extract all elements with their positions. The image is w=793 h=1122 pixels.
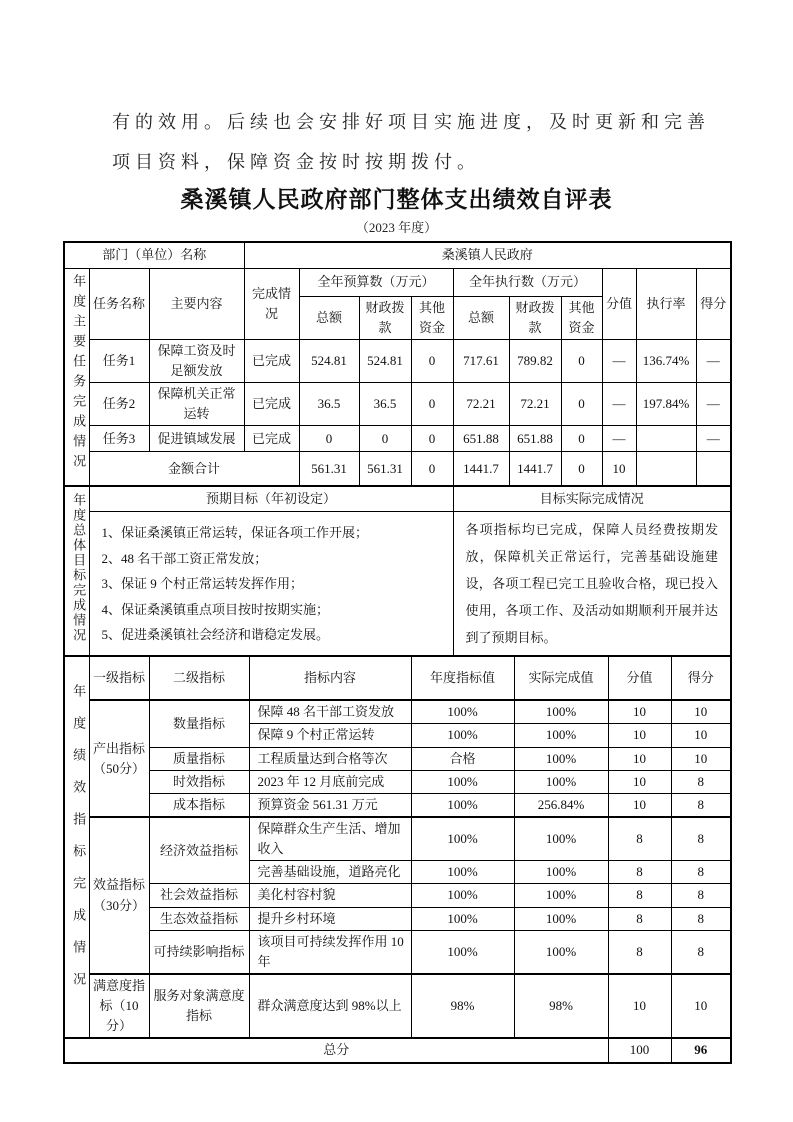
indicator-content-cell: 美化村容村貌 [249, 884, 411, 907]
target-value-cell: 98% [411, 974, 514, 1038]
indicator-row-1 [64, 700, 731, 724]
indicator-score-cell: 8 [671, 930, 731, 974]
level2-cost-cell: 成本指标 [149, 793, 249, 817]
exec-total-cell: 651.88 [453, 426, 509, 452]
budget-total-cell: 36.5 [299, 383, 359, 426]
target-value-header: 年度指标值 [411, 656, 514, 700]
dept-row [64, 242, 731, 268]
indicator-points-cell: 10 [608, 770, 671, 793]
level2-service-cell: 服务对象满意度指标 [149, 974, 249, 1038]
task-row-2 [64, 383, 731, 426]
target-value-cell: 100% [411, 770, 514, 793]
indicator-score-cell: 10 [671, 724, 731, 747]
indicator-score-header: 得分 [671, 656, 731, 700]
task-name-cell: 任务2 [89, 383, 149, 426]
actual-value-cell: 100% [514, 930, 608, 974]
indicator-content-cell: 该项目可持续发挥作用 10 年 [249, 930, 411, 974]
target-value-cell: 合格 [411, 747, 514, 770]
points-cell: — [602, 426, 636, 452]
task-name-cell: 任务3 [89, 426, 149, 452]
indicator-points-cell: 10 [608, 700, 671, 724]
indicator-score-cell: 8 [671, 817, 731, 861]
exec-fiscal-cell: 789.82 [509, 339, 561, 382]
exec-other-cell: 0 [561, 339, 602, 382]
page-subtitle: （2023 年度） [355, 220, 438, 235]
indicators-side-label: 年度绩效指标完成情况 [71, 684, 87, 1005]
goal-item-1: 1、保证桑溪镇正常运转，保证各项工作开展； [101, 525, 369, 541]
exec-other-cell: 0 [561, 383, 602, 426]
tasks-side-label: 年度主要任务完成情况 [71, 273, 87, 474]
actual-completion-cell: 各项指标均已完成，保障人员经费按期发放，保障机关正常运行，完善基础设施建设，各项工程已完工且验收合格，现已投入使用，各项工作、及活动如期顺利开展并达到了预期目标。 [453, 512, 731, 657]
task-status-cell: 已完成 [244, 383, 299, 426]
level1-satisfaction-cell: 满意度指标（10分） [89, 974, 149, 1038]
level2-quantity-cell: 数量指标 [149, 700, 249, 747]
task-name-header: 任务名称 [89, 268, 149, 339]
budget-other-sum-cell: 0 [411, 452, 453, 486]
exec-total-cell: 717.61 [453, 339, 509, 382]
score-sum-cell [696, 452, 731, 486]
target-value-cell: 100% [411, 700, 514, 724]
exec-fiscal-sum-cell: 1441.7 [509, 452, 561, 486]
actual-value-header: 实际完成值 [514, 656, 608, 700]
target-value-cell: 100% [411, 907, 514, 930]
actual-value-cell: 256.84% [514, 793, 608, 817]
task-content-header: 主要内容 [149, 268, 244, 339]
indicator-score-cell: 10 [671, 974, 731, 1038]
goal-item-2: 2、48 名干部工资正常发放； [101, 550, 268, 566]
annual-tasks-table [63, 241, 732, 487]
indicator-points-cell: 8 [608, 861, 671, 884]
intro-line-1: 有的效用。后续也会安排好项目实施进度，及时更新和完善 [112, 112, 710, 132]
intro-line-2: 项目资料，保障资金按时按期拨付。 [112, 152, 480, 172]
score-cell: — [696, 383, 731, 426]
indicators-table [63, 655, 732, 1063]
exec-other-header: 其他资金 [561, 296, 602, 339]
budget-other-cell: 0 [411, 339, 453, 382]
rate-cell [636, 426, 696, 452]
task-content-cell: 保障机关正常运转 [149, 383, 244, 426]
indicator-content-cell: 工程质量达到合格等次 [249, 747, 411, 770]
indicator-row-11 [64, 974, 731, 1038]
intro-paragraph [112, 102, 710, 182]
exec-total-sum-cell: 1441.7 [453, 452, 509, 486]
rate-cell: 136.74% [636, 339, 696, 382]
tasks-header-row-1 [64, 268, 731, 296]
budget-fiscal-cell: 0 [359, 426, 411, 452]
task-name-cell: 任务1 [89, 339, 149, 382]
indicator-points-cell: 10 [608, 724, 671, 747]
task-content-cell: 促进镇域发展 [149, 426, 244, 452]
grand-total-score-cell: 96 [671, 1038, 731, 1062]
grand-total-points-cell: 100 [608, 1038, 671, 1062]
actual-value-cell: 100% [514, 700, 608, 724]
indicator-content-cell: 预算资金 561.31 万元 [249, 793, 411, 817]
indicator-content-header: 指标内容 [249, 656, 411, 700]
indicator-row-4 [64, 770, 731, 793]
indicator-content-cell: 完善基础设施，道路亮化 [249, 861, 411, 884]
indicator-content-cell: 提升乡村环境 [249, 907, 411, 930]
target-value-cell: 100% [411, 793, 514, 817]
score-cell: — [696, 426, 731, 452]
indicator-score-cell: 8 [671, 907, 731, 930]
level2-social-cell: 社会效益指标 [149, 884, 249, 907]
actual-value-cell: 100% [514, 884, 608, 907]
indicator-points-cell: 10 [608, 793, 671, 817]
rate-cell: 197.84% [636, 383, 696, 426]
indicator-content-cell: 保障 48 名干部工资发放 [249, 700, 411, 724]
budget-fiscal-cell: 524.81 [359, 339, 411, 382]
budget-other-cell: 0 [411, 383, 453, 426]
tasks-total-label-cell: 金额合计 [89, 452, 299, 486]
level2-header: 二级指标 [149, 656, 249, 700]
budget-total-cell: 524.81 [299, 339, 359, 382]
indicator-score-cell: 10 [671, 747, 731, 770]
budget-other-cell: 0 [411, 426, 453, 452]
page-title: 桑溪镇人民政府部门整体支出绩效自评表 [180, 186, 613, 212]
task-row-3 [64, 426, 731, 452]
points-cell: — [602, 339, 636, 382]
indicator-row-3 [64, 747, 731, 770]
actual-value-cell: 100% [514, 747, 608, 770]
task-content-cell: 保障工资及时足额发放 [149, 339, 244, 382]
indicator-row-8 [64, 884, 731, 907]
level1-header: 一级指标 [89, 656, 149, 700]
expected-goals-cell [89, 512, 453, 657]
exec-fiscal-cell: 651.88 [509, 426, 561, 452]
points-cell: — [602, 383, 636, 426]
overall-goals-table [63, 485, 732, 658]
indicators-side-label-cell [64, 656, 89, 1038]
exec-fiscal-cell: 72.21 [509, 383, 561, 426]
grand-total-label-cell: 总分 [64, 1038, 608, 1062]
goals-side-label: 年度总体目标完成情况 [71, 493, 87, 644]
indicator-points-cell: 8 [608, 817, 671, 861]
goal-item-3: 3、保证 9 个村正常运转发挥作用； [101, 576, 304, 592]
target-value-cell: 100% [411, 817, 514, 861]
indicator-content-cell: 保障 9 个村正常运转 [249, 724, 411, 747]
level2-sustain-cell: 可持续影响指标 [149, 930, 249, 974]
budget-fiscal-sum-cell: 561.31 [359, 452, 411, 486]
task-status-header: 完成情况 [244, 268, 299, 339]
tasks-side-label-cell [64, 268, 89, 486]
exec-other-sum-cell: 0 [561, 452, 602, 486]
budget-total-cell: 0 [299, 426, 359, 452]
budget-total-header: 总额 [299, 296, 359, 339]
budget-group-header: 全年预算数（万元） [299, 268, 453, 296]
level1-benefit-cell: 效益指标（30分） [89, 817, 149, 974]
exec-fiscal-header: 财政拨款 [509, 296, 561, 339]
actual-completion-header: 目标实际完成情况 [453, 486, 731, 512]
task-row-1 [64, 339, 731, 382]
task-status-cell: 已完成 [244, 339, 299, 382]
level2-timeliness-cell: 时效指标 [149, 770, 249, 793]
exec-group-header: 全年执行数（万元） [453, 268, 602, 296]
indicator-points-cell: 10 [608, 747, 671, 770]
target-value-cell: 100% [411, 861, 514, 884]
indicator-row-5 [64, 793, 731, 817]
indicator-score-cell: 8 [671, 793, 731, 817]
exec-total-header: 总额 [453, 296, 509, 339]
exec-other-cell: 0 [561, 426, 602, 452]
actual-value-cell: 100% [514, 907, 608, 930]
goals-header-row [64, 486, 731, 512]
indicator-row-6 [64, 817, 731, 861]
indicator-content-cell: 保障群众生产生活、增加收入 [249, 817, 411, 861]
goals-side-label-cell [64, 486, 89, 657]
budget-fiscal-cell: 36.5 [359, 383, 411, 426]
target-value-cell: 100% [411, 724, 514, 747]
indicator-content-cell: 群众满意度达到 98%以上 [249, 974, 411, 1038]
rate-sum-cell [636, 452, 696, 486]
level2-economic-cell: 经济效益指标 [149, 817, 249, 884]
actual-value-cell: 100% [514, 817, 608, 861]
indicator-row-9 [64, 907, 731, 930]
points-header: 分值 [602, 268, 636, 339]
indicators-header-row [64, 656, 731, 700]
actual-value-cell: 100% [514, 724, 608, 747]
dept-label-cell: 部门（单位）名称 [64, 242, 244, 268]
indicator-points-cell: 8 [608, 907, 671, 930]
level1-output-cell: 产出指标（50分） [89, 700, 149, 817]
target-value-cell: 100% [411, 884, 514, 907]
budget-total-sum-cell: 561.31 [299, 452, 359, 486]
points-sum-cell: 10 [602, 452, 636, 486]
actual-value-cell: 98% [514, 974, 608, 1038]
indicator-row-10 [64, 930, 731, 974]
level2-quality-cell: 质量指标 [149, 747, 249, 770]
indicator-score-cell: 8 [671, 861, 731, 884]
grand-total-row [64, 1038, 731, 1062]
tasks-total-row [64, 452, 731, 486]
goal-item-5: 5、促进桑溪镇社会经济和谐稳定发展。 [101, 627, 330, 643]
expected-goals-header: 预期目标（年初设定） [89, 486, 453, 512]
dept-value-cell: 桑溪镇人民政府 [244, 242, 731, 268]
task-status-cell: 已完成 [244, 426, 299, 452]
level2-ecological-cell: 生态效益指标 [149, 907, 249, 930]
actual-value-cell: 100% [514, 861, 608, 884]
indicator-score-cell: 8 [671, 884, 731, 907]
indicator-points-header: 分值 [608, 656, 671, 700]
target-value-cell: 100% [411, 930, 514, 974]
goal-item-4: 4、保证桑溪镇重点项目按时按期实施； [101, 601, 330, 617]
indicator-points-cell: 8 [608, 930, 671, 974]
actual-value-cell: 100% [514, 770, 608, 793]
goals-body-row [64, 512, 731, 657]
budget-fiscal-header: 财政拨款 [359, 296, 411, 339]
score-header: 得分 [696, 268, 731, 339]
indicator-content-cell: 2023 年 12 月底前完成 [249, 770, 411, 793]
score-cell: — [696, 339, 731, 382]
indicator-score-cell: 8 [671, 770, 731, 793]
indicator-score-cell: 10 [671, 700, 731, 724]
budget-other-header: 其他资金 [411, 296, 453, 339]
indicator-points-cell: 8 [608, 884, 671, 907]
exec-total-cell: 72.21 [453, 383, 509, 426]
indicator-points-cell: 10 [608, 974, 671, 1038]
rate-header: 执行率 [636, 268, 696, 339]
